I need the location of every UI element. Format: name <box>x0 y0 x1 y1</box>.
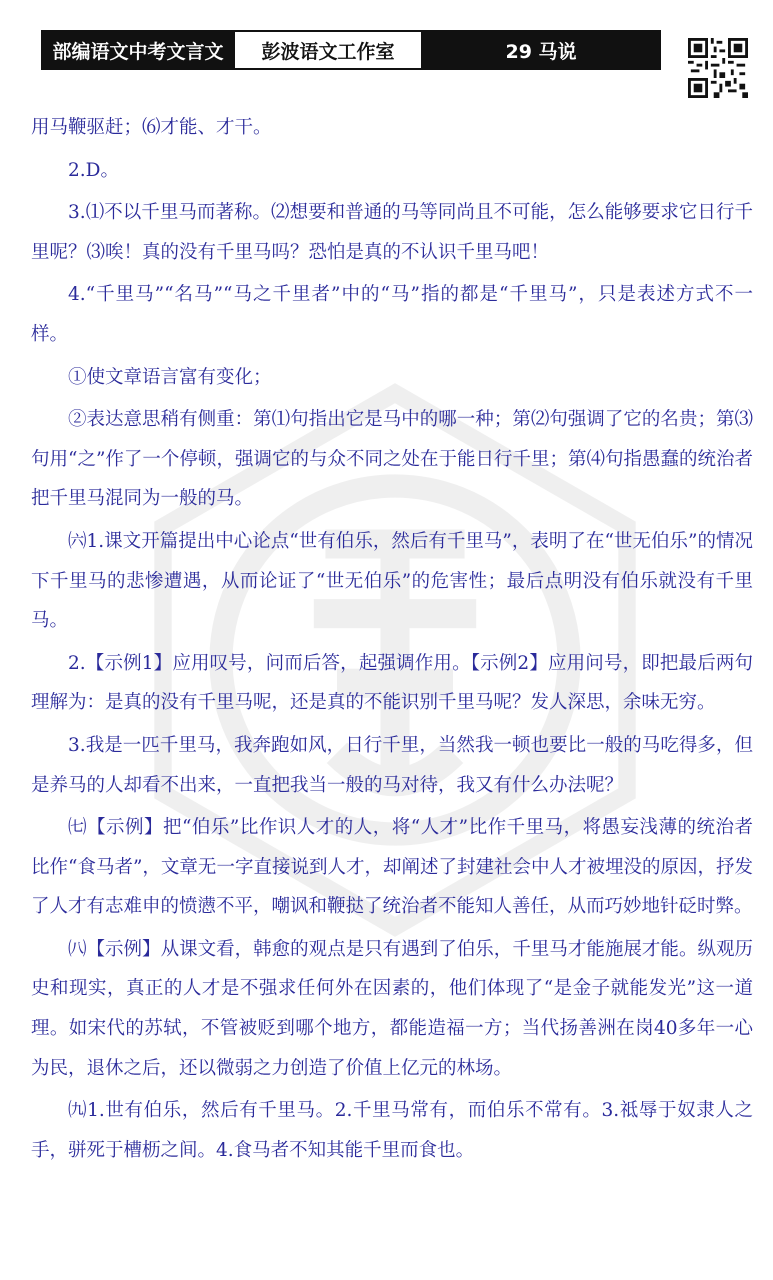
header-bar <box>41 30 661 70</box>
paragraph: ㈧【示例】从课文看，韩愈的观点是只有遇到了伯乐，千里马才能施展才能。纵观历史和现实，真正的人才是不强求任何外在因素的，他们体现了“是金子就能发光”这一道理。如宋代的苏轼，不管被贬到哪个地方，都能造福一方；当代扬善洲在岗40多年一心为民，退休之后，还以微弱之力创造了价值上亿元的林场。 <box>31 938 753 1079</box>
paragraph: 2.D。 <box>68 159 119 181</box>
paragraph: 3.⑴不以千里马而著称。⑵想要和普通的马等同尚且不可能，怎么能够要求它日行千里呢？⑶唉！真的没有千里马吗？恐怕是真的不认识千里马吧！ <box>31 202 753 263</box>
paragraph: 2.【示例1】应用叹号，问而后答，起强调作用。【示例2】应用问号，即把最后两句理解为：是真的没有千里马呢，还是真的不能识别千里马呢？发人深思，余味无穷。 <box>31 652 753 714</box>
paragraph: ㈨1.世有伯乐，然后有千里马。2.千里马常有，而伯乐不常有。3.祗辱于奴隶人之手，骈死于槽枥之间。4.食马者不知其能千里而食也。 <box>31 1100 753 1161</box>
qr-code-icon[interactable] <box>688 38 748 98</box>
paragraph: 4.“千里马”“名马”“马之千里者”中的“马”指的都是“千里马”，只是表述方式不一样。 <box>31 284 753 345</box>
series-title: 部编语文中考文言文 <box>41 30 235 70</box>
paragraph: ①使文章语言富有变化； <box>68 366 272 388</box>
paragraph: 3.我是一匹千里马，我奔跑如风，日行千里，当然我一顿也要比一般的马吃得多，但是养马的人却看不出来，一直把我当一般的马对待，我又有什么办法呢？ <box>31 734 753 796</box>
paragraph: 用马鞭驱赶；⑹才能、才干。 <box>31 117 272 138</box>
studio-name: 彭波语文工作室 <box>235 30 421 70</box>
paragraph: ②表达意思稍有侧重：第⑴句指出它是马中的哪一种；第⑵句强调了它的名贵；第⑶句用“之”作了一个停顿，强调它的与众不同之处在于能日行千里；第⑷句指愚蠢的统治者把千里马混同为一般的马。 <box>31 409 753 510</box>
answer-text <box>31 108 753 1173</box>
paragraph: ㈥1.课文开篇提出中心论点“世有伯乐，然后有千里马”，表明了在“世无伯乐”的情况下千里马的悲惨遭遇，从而论证了“世无伯乐”的危害性；最后点明没有伯乐就没有千里马。 <box>31 530 753 632</box>
lesson-title: 29 马说 <box>421 30 661 70</box>
paragraph: ㈦【示例】把“伯乐”比作识人才的人，将“人才”比作千里马，将愚妄浅薄的统治者比作“食马者”，文章无一字直接说到人才，却阐述了封建社会中人才被埋没的原因，抒发了人才有志难申的愤懑不平，嘲讽和鞭挞了统治者不能知人善任，从而巧妙地针砭时弊。 <box>31 817 753 918</box>
